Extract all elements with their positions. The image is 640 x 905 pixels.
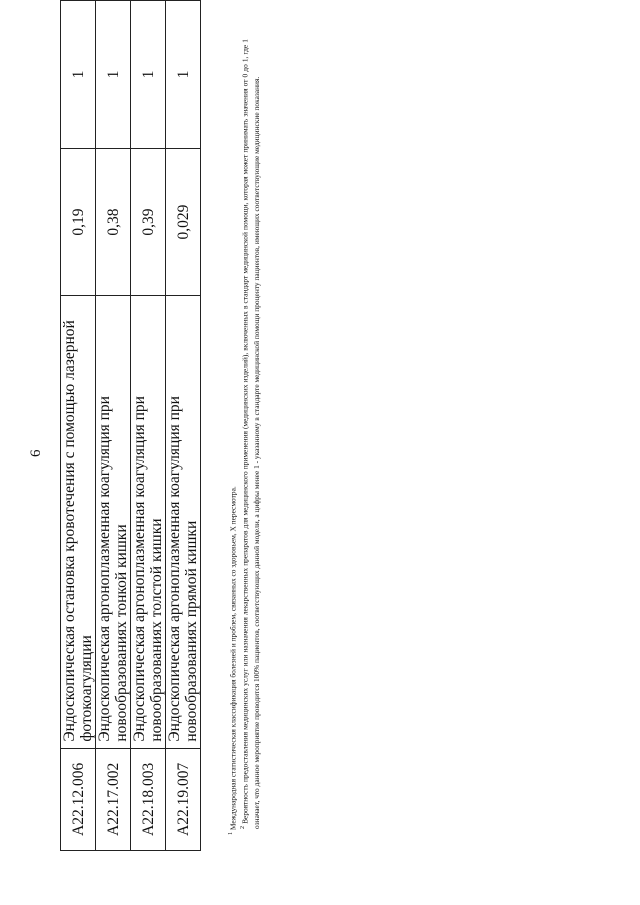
- frequency-value: 0,19: [61, 149, 96, 296]
- standard-table: [60, 0, 201, 851]
- table-row: [131, 1, 166, 851]
- footnote-2: [238, 39, 261, 859]
- table-row: [96, 1, 131, 851]
- service-code: A22.18.003: [131, 748, 166, 850]
- service-name: Эндоскопическая аргоноплазменная коагуляция при новообразованиях прямой кишки: [166, 296, 201, 749]
- footnote-2-text: Вероятность предоставления медицинских услуг или назначения лекарственных препаратов для медицинского применения (медицинских изделий), включенных в стандарт медицинской помощи, которая может принимать значения от 0 до 1, где 1 означает, что данное мероприятие проводится 100% пациентов, соответствующих данной модели, а цифры менее 1 - указанному в стандарте медицинской помощи проценту пациентов, имеющих соответствующие медицинские показания.: [240, 39, 261, 829]
- multiplicity-value: 1: [131, 1, 166, 149]
- page-number: 6: [28, 449, 44, 457]
- multiplicity-value: 1: [166, 1, 201, 149]
- footnote-1-mark: 1: [228, 832, 234, 835]
- table-row: [166, 1, 201, 851]
- footnote-2-mark: 2: [240, 826, 247, 829]
- service-name: Эндоскопическая остановка кровотечения с помощью лазерной фотокоагуляции: [61, 296, 96, 749]
- service-name: Эндоскопическая аргоноплазменная коагуляция при новообразованиях толстой кишки: [131, 296, 166, 749]
- frequency-value: 0,38: [96, 149, 131, 296]
- footnote-1-text: Международная статистическая классификация болезней и проблем, связанных со здоровьем, X пересмотра.: [228, 486, 238, 831]
- service-code: A22.12.006: [61, 748, 96, 850]
- footnotes: [226, 39, 262, 859]
- multiplicity-value: 1: [96, 1, 131, 149]
- frequency-value: 0,39: [131, 149, 166, 296]
- multiplicity-value: 1: [61, 1, 96, 149]
- service-name: Эндоскопическая аргоноплазменная коагуляция при новообразованиях тонкой кишки: [96, 296, 131, 749]
- footnote-1: [226, 39, 238, 859]
- table-row: [61, 1, 96, 851]
- service-code: A22.19.007: [166, 748, 201, 850]
- frequency-value: 0,029: [166, 149, 201, 296]
- service-code: A22.17.002: [96, 748, 131, 850]
